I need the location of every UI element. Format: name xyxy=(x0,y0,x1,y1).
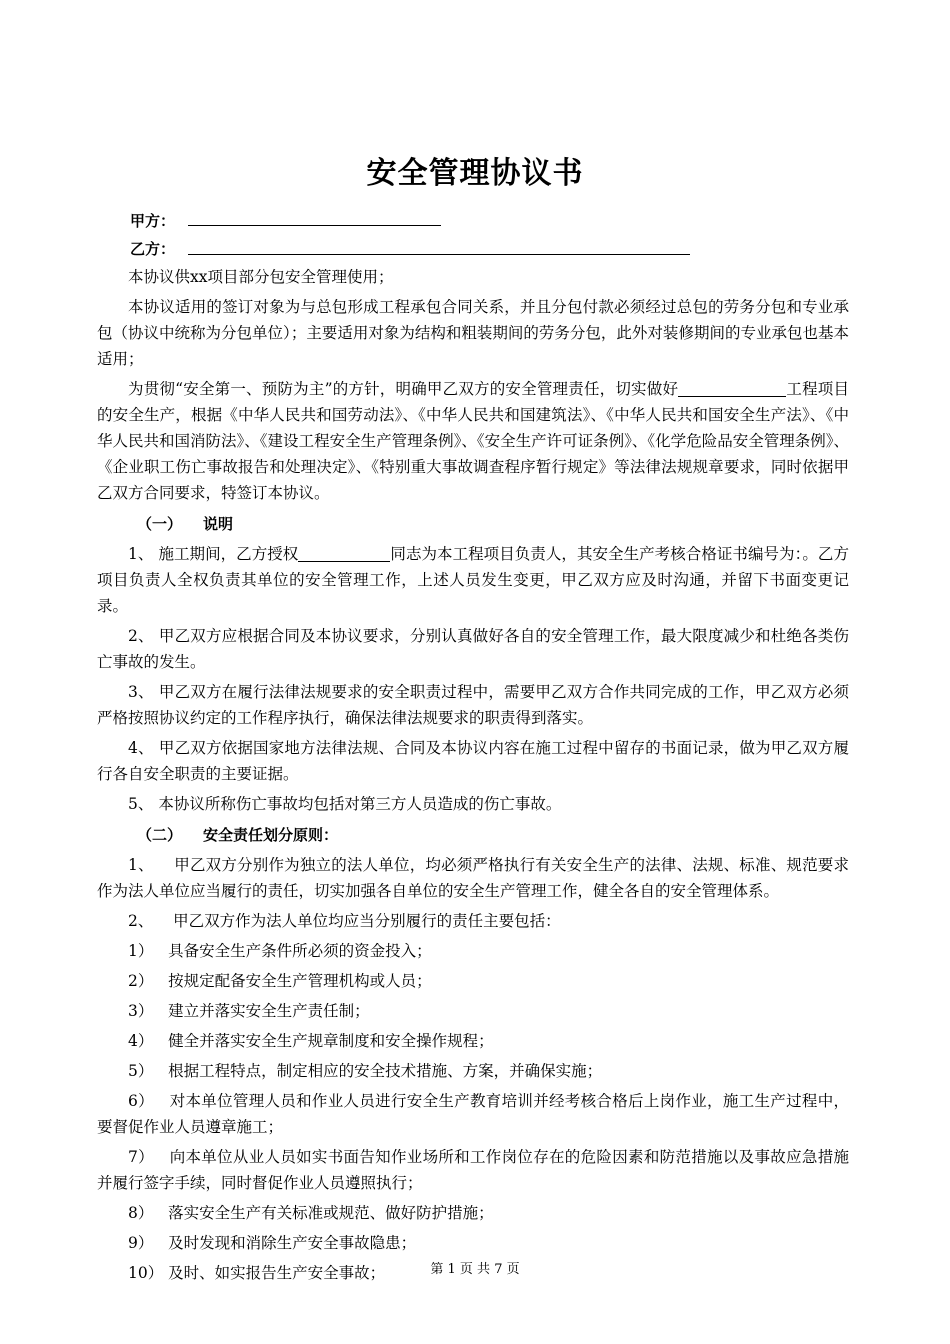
duty-item: 3） 建立并落实安全生产责任制； xyxy=(128,1002,370,1020)
intro-paragraph-1: 本协议供xx项目部分包安全管理使用； xyxy=(128,268,394,286)
section-1-item: 2、 甲乙双方应根据合同及本协议要求，分别认真做好各自的安全管理工作，最大限度减少和杜绝各类伤亡事故的发生。 xyxy=(97,627,849,671)
duty-item: 7） 向本单位从业人员如实书面告知作业场所和工作岗位存在的危险因素和防范措施以及事故应急措施并履行签字手续，同时督促作业人员遵照执行； xyxy=(97,1148,849,1192)
section-2-point: 1、 甲乙双方分别作为独立的法人单位，均必须严格执行有关安全生产的法律、法规、标准、规范要求作为法人单位应当履行的责任，切实加强各自单位的安全生产管理工作，健全各自的安全管理体系。 xyxy=(97,856,849,900)
duty-item: 1） 具备安全生产条件所必须的资金投入； xyxy=(128,942,432,960)
section-2-heading: （二） 安全责任划分原则： xyxy=(137,826,339,844)
project-name-blank xyxy=(678,378,786,397)
section-1-item: 5、 本协议所称伤亡事故均包括对第三方人员造成的伤亡事故。 xyxy=(128,795,562,813)
party-b-label: 乙方： xyxy=(130,240,176,258)
duty-item: 5） 根据工程特点，制定相应的安全技术措施、方案，并确保实施； xyxy=(128,1062,603,1080)
section-1-heading: （一） 说明 xyxy=(137,515,234,533)
section-1-item: 1、 施工期间，乙方授权 同志为本工程项目负责人，其安全生产考核合格证书编号为：。乙方项目负责人全权负责其单位的安全管理工作，上述人员发生变更，甲乙双方应及时沟通，并留下书面变更记录。 xyxy=(97,545,849,615)
duty-item: 10） 及时、如实报告生产安全事故； xyxy=(128,1264,386,1282)
section-1-item: 4、 甲乙双方依据国家地方法律法规、合同及本协议内容在施工过程中留存的书面记录，做为甲乙双方履行各自安全职责的主要证据。 xyxy=(97,739,849,783)
document-body xyxy=(97,264,849,1290)
document-title: 安全管理协议书 xyxy=(366,156,584,191)
duty-item: 8） 落实安全生产有关标准或规范、做好防护措施； xyxy=(128,1204,494,1222)
purpose-paragraph: 为贯彻“安全第一、预防为主”的方针，明确甲乙双方的安全管理责任，切实做好 工程项目的安全生产，根据《中华人民共和国劳动法》、《中华人民共和国建筑法》、《中华人民共和国安全生产法》、《中华人民共和国消防法》、《建设工程安全生产管理条例》、《安全生产许可证条例》、《化学危险品安全管理条例》、《企业职工伤亡事故报告和处理决定》、《特别重大事故调查程序暂行规定》等法律法规规章要求，同时依据甲乙双方合同要求，特签订本协议。 xyxy=(97,380,849,502)
person-name-blank xyxy=(298,543,390,562)
duty-item: 9） 及时发现和消除生产安全事故隐患； xyxy=(128,1234,417,1252)
party-b-blank xyxy=(188,254,690,255)
party-a-blank xyxy=(188,225,441,226)
intro-paragraph-2: 本协议适用的签订对象为与总包形成工程承包合同关系，并且分包付款必须经过总包的劳务分包和专业承包（协议中统称为分包单位）；主要适用对象为结构和粗装期间的劳务分包，此外对装修期间的专业承包也基本适用； xyxy=(97,298,849,368)
section-2-point: 2、 甲乙双方作为法人单位均应当分别履行的责任主要包括： xyxy=(128,912,561,930)
party-a-label: 甲方： xyxy=(130,212,176,230)
duty-item: 4） 健全并落实安全生产规章制度和安全操作规程； xyxy=(128,1032,494,1050)
duty-item: 6） 对本单位管理人员和作业人员进行安全生产教育培训并经考核合格后上岗作业，施工生产过程中，要督促作业人员遵章施工； xyxy=(97,1092,849,1136)
page-footer: 第 1 页 共 7 页 xyxy=(430,1262,520,1277)
section-1-item: 3、 甲乙双方在履行法律法规要求的安全职责过程中，需要甲乙双方合作共同完成的工作，甲乙双方必须严格按照协议约定的工作程序执行，确保法律法规要求的职责得到落实。 xyxy=(97,683,849,727)
duty-item: 2） 按规定配备安全生产管理机构或人员； xyxy=(128,972,432,990)
